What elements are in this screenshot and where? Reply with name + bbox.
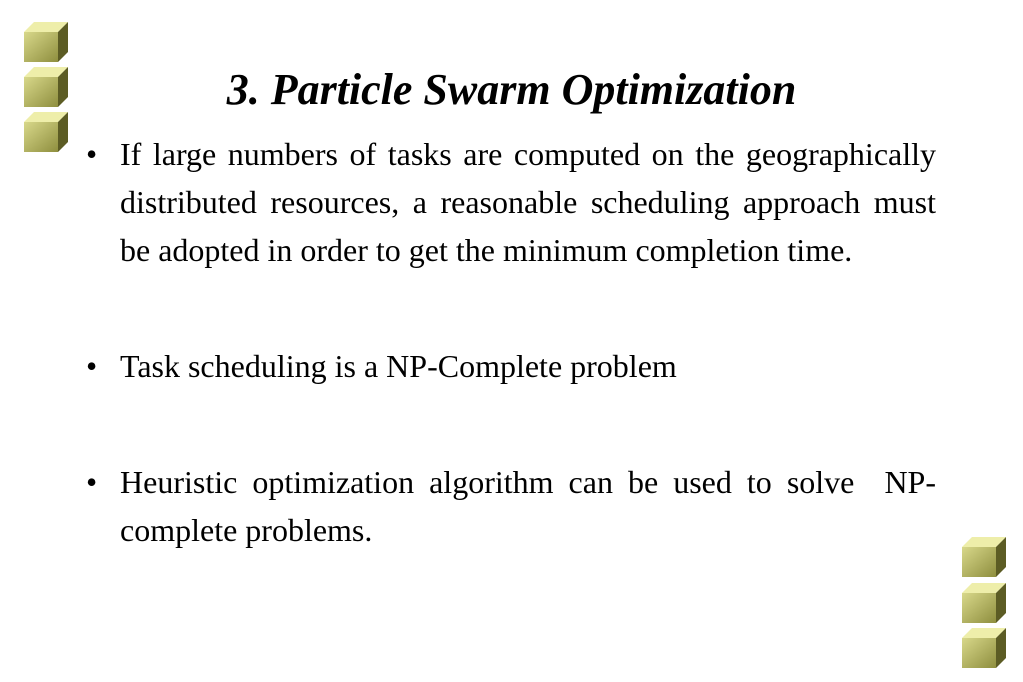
bullet-text: Heuristic optimization algorithm can be used to solve NP-complete problems. bbox=[120, 464, 936, 548]
gold-cube-icon bbox=[962, 537, 1006, 577]
gold-cube-icon bbox=[24, 22, 68, 62]
gold-cube-icon bbox=[962, 583, 1006, 623]
bullet-dot: • bbox=[86, 136, 98, 172]
bullet-dot: • bbox=[86, 348, 98, 384]
bullet-item bbox=[84, 458, 936, 554]
gold-cube-icon bbox=[24, 112, 68, 152]
bullet-list bbox=[84, 130, 936, 554]
bullet-dot: • bbox=[86, 464, 98, 500]
slide-title: 3. Particle Swarm Optimization bbox=[226, 65, 797, 114]
gold-cube-icon bbox=[962, 628, 1006, 668]
bullet-item bbox=[84, 342, 936, 390]
bullet-item bbox=[84, 130, 936, 274]
bullet-text: Task scheduling is a NP-Complete problem bbox=[120, 348, 677, 384]
bullet-text: If large numbers of tasks are computed on the geographically distributed resources, a reasonable scheduling approach must be adopted in order to get the minimum completion time. bbox=[120, 136, 936, 268]
